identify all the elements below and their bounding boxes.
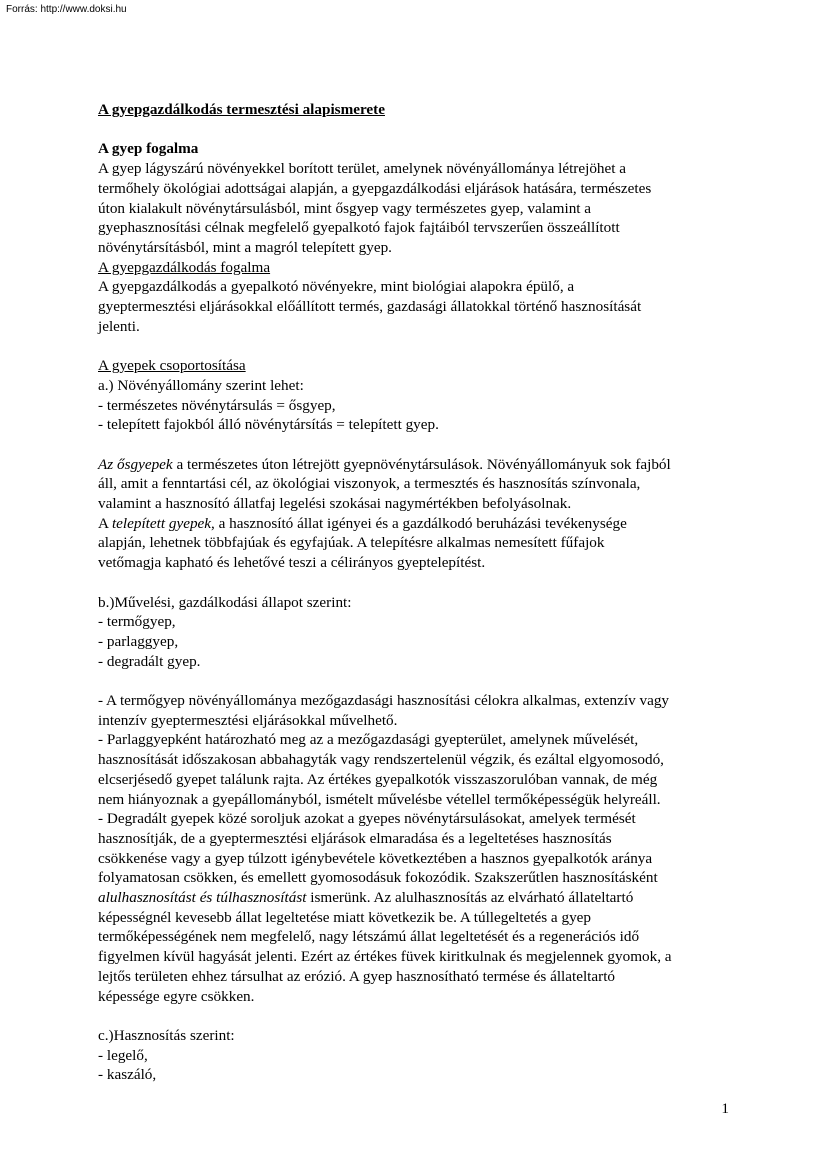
term-telepitett-gyepek: telepített gyepek — [111, 514, 212, 532]
text-line: alapján, lehetnek többfajúak és egyfajúak. A telepítésre alkalmas nemesített fűfajok — [98, 534, 605, 552]
text-line: növénytársításból, mint a magról telepített gyep. — [98, 238, 392, 256]
text-line: lejtős területen ehhez társulhat az erózió. A gyep hasznosítható termése és állateltartó — [98, 967, 616, 985]
text-line: gyephasznosítási célnak megfelelő gyepalkotó fajok fajtáiból tervszerűen összeállított — [98, 219, 620, 237]
text-line: alulhasznosítást és túlhasznosítást ismerünk. Az alulhasznosítás az elvárható állateltartó — [98, 889, 634, 907]
text-line: - telepített fajokból álló növénytársítás = telepített gyep. — [98, 416, 439, 434]
text-line: - termőgyep, — [98, 613, 176, 631]
text-line: - parlaggyep, — [98, 632, 179, 650]
text-line: - degradált gyep. — [98, 652, 201, 670]
page-number: 1 — [721, 1100, 729, 1117]
heading-gyepek-csoportositasa: A gyepek csoportosítása — [98, 357, 246, 375]
text-line: képessége egyre csökken. — [98, 987, 255, 1005]
text-line: - Degradált gyepek közé soroljuk azokat a gyepes növénytársulásokat, amelyek termését — [98, 810, 636, 828]
text-line: hasznosítását időszakosan abbahagyták vagy rendszertelenül végzik, és ezáltal elgyomosodó, — [98, 751, 664, 769]
text-line: képességnél kevesebb állat legeltetése miatt következik be. A túllegeltetés a gyep — [98, 908, 591, 926]
text-line: hasznosítják, de a gyeptermesztési eljárások elmaradása és a legeltetéses hasznosítás — [98, 829, 612, 847]
text-line: termőképességének nem megfelelő, nagy létszámú állat legeltetését és a regenerációs idő — [98, 928, 640, 946]
source-url: Forrás: http://www.doksi.hu — [6, 4, 127, 15]
text-line: - Parlaggyepként határozható meg az a mezőgazdasági gyepterület, amelynek művelését, — [98, 731, 639, 749]
text-line: folyamatosan csökken, és emellett gyomosodásuk fokozódik. Szakszerűtlen hasznosításként — [98, 869, 658, 887]
text-line: c.)Hasznosítás szerint: — [98, 1026, 235, 1044]
text-line: b.)Művelési, gazdálkodási állapot szerint: — [98, 593, 352, 611]
text-line: csökkenése vagy a gyep túlzott igénybevétele következtében a hasznos gyepalkotók aránya — [98, 849, 653, 867]
text-line: elcserjésedő gyepet találunk rajta. Az értékes gyepalkotók visszaszorulóban vannak, de még — [98, 770, 658, 788]
text-line: vetőmagja kapható és lehetővé teszi a célirányos gyeptelepítést. — [98, 554, 486, 572]
text-line: Az ősgyepek a természetes úton létrejött gyepnövénytársulások. Növényállományuk sok fajból — [98, 455, 671, 473]
text-line: intenzív gyeptermesztési eljárásokkal művelhető. — [98, 711, 398, 729]
text-line: valamint a hasznosító állatfaj legelési szokásai nagymértékben befolyásolnak. — [98, 495, 572, 513]
text-line: a.) Növényállomány szerint lehet: — [98, 376, 304, 394]
heading-gyepgazdalkodas-fogalma: A gyepgazdálkodás fogalma — [98, 258, 271, 276]
text-line: - A termőgyep növényállománya mezőgazdasági hasznosítási célokra alkalmas, extenzív vagy — [98, 692, 670, 710]
term-osgyepek: Az ősgyepek — [98, 455, 173, 473]
text-line: jelenti. — [98, 317, 140, 335]
text-line: - természetes növénytársulás = ősgyep, — [98, 396, 336, 414]
text-line: áll, amit a fenntartási cél, az ökológiai viszonyok, a termesztés és hasznosítás színvonala, — [98, 475, 641, 493]
text-line: termőhely ökológiai adottságai alapján, a gyepgazdálkodási eljárások hatására, természetes — [98, 179, 652, 197]
document-body — [98, 100, 738, 1085]
text-line: A gyep lágyszárú növényekkel borított terület, amelynek növényállománya létrejöhet a — [98, 160, 627, 178]
text-line: nem hiányoznak a gyepállományból, ismételt művelésbe vétellel termőképességük helyreáll. — [98, 790, 661, 808]
text-line: A gyepgazdálkodás a gyepalkotó növényekre, mint biológiai alapokra épülő, a — [98, 278, 575, 296]
text-line: - kaszáló, — [98, 1066, 157, 1084]
text-line: A telepített gyepek, a hasznosító állat igényei és a gazdálkodó beruházási tevékenysége — [98, 514, 627, 532]
term-alul-tulhasznositas: alulhasznosítást és túlhasznosítást — [98, 889, 307, 907]
text-line: gyeptermesztési eljárásokkal előállított termés, gazdasági állatokkal történő hasznosítását — [98, 298, 642, 316]
text-line: úton kialakult növénytársulásból, mint ősgyep vagy természetes gyep, valamint a — [98, 199, 592, 217]
heading-gyep-fogalma: A gyep fogalma — [98, 140, 199, 158]
text-line: figyelmen kívül hagyását jelenti. Ezért az értékes füvek kiritkulnak és megjelennek gyomok, a — [98, 948, 672, 966]
document-title: A gyepgazdálkodás termesztési alapismerete — [98, 101, 385, 118]
text-line: - legelő, — [98, 1046, 148, 1064]
